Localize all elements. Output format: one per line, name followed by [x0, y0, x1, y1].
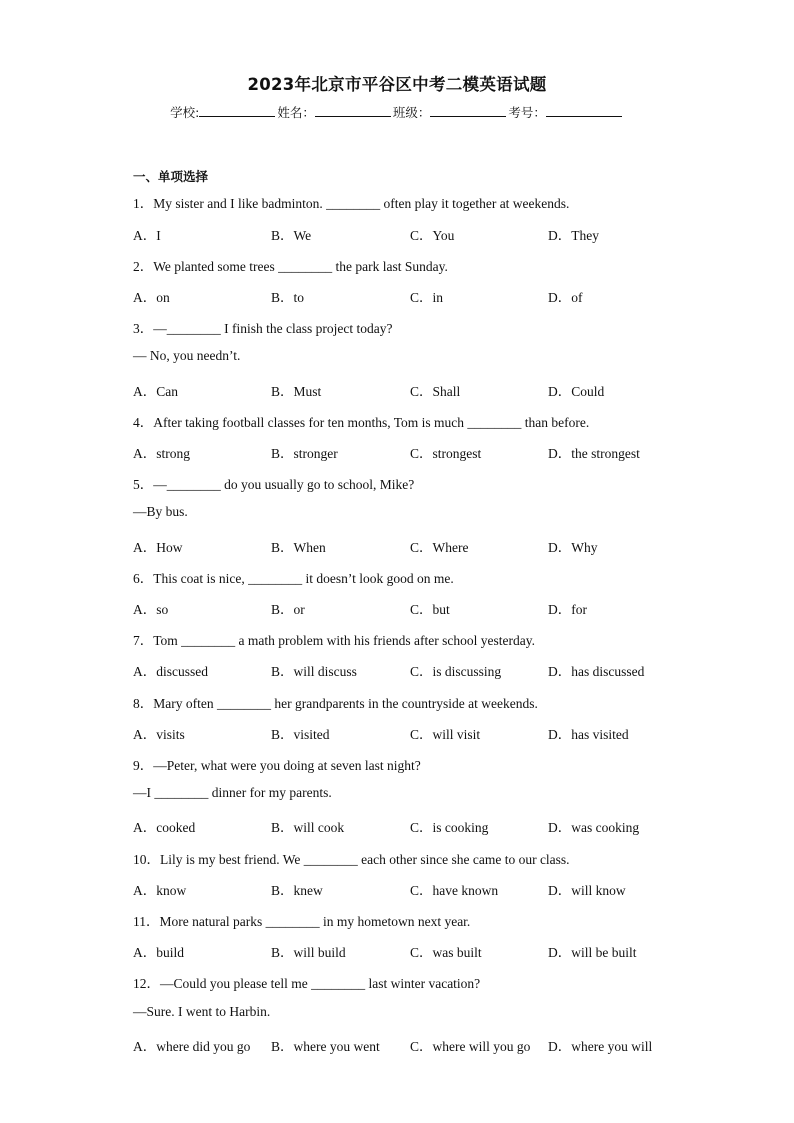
- option-c: C．where will you go: [410, 1039, 531, 1054]
- question-10-stem: 10．Lily is my best friend. We ________ each other since she came to our class.: [133, 852, 570, 867]
- question-1-options: [133, 224, 693, 242]
- option-b: B．Must: [271, 384, 322, 399]
- option-d: D．will be built: [548, 945, 637, 960]
- option-a: A．I: [133, 228, 161, 243]
- option-c: C．Shall: [410, 384, 461, 399]
- option-a: A．strong: [133, 446, 190, 461]
- page-title: 2023年北京市平谷区中考二模英语试题: [247, 75, 547, 94]
- question-7-stem: 7．Tom ________ a math problem with his friends after school yesterday.: [133, 633, 535, 648]
- option-c: C．but: [410, 602, 450, 617]
- name-label: 姓名：: [277, 105, 315, 120]
- option-d: D．They: [548, 228, 599, 243]
- question-3-options: [133, 380, 693, 398]
- question-10-options: [133, 879, 693, 897]
- question-8-options: [133, 723, 693, 741]
- option-c: C．Where: [410, 540, 469, 555]
- option-a: A．cooked: [133, 820, 196, 835]
- question-9-stem: 9．—Peter, what were you doing at seven last night?: [133, 758, 421, 773]
- question-4-stem: 4．After taking football classes for ten months, Tom is much ________ than before.: [133, 415, 590, 430]
- question-3-stem: 3．—________ I finish the class project today?: [133, 321, 393, 336]
- class-blank: [430, 104, 506, 117]
- option-a: A．How: [133, 540, 183, 555]
- question-8-stem: 8．Mary often ________ her grandparents in the countryside at weekends.: [133, 696, 538, 711]
- question-2-stem: 2．We planted some trees ________ the park last Sunday.: [133, 259, 448, 274]
- option-a: A．build: [133, 945, 185, 960]
- option-b: B．We: [271, 228, 312, 243]
- section-heading: 一、单项选择: [133, 169, 209, 184]
- option-a: A．discussed: [133, 664, 208, 679]
- option-c: C．in: [410, 290, 444, 305]
- option-a: A．visits: [133, 727, 185, 742]
- option-a: A．Can: [133, 384, 178, 399]
- option-c: C．was built: [410, 945, 482, 960]
- option-d: D．for: [548, 602, 587, 617]
- option-c: C．is discussing: [410, 664, 502, 679]
- option-c: C．will visit: [410, 727, 481, 742]
- question-1-stem: 1．My sister and I like badminton. ________ often play it together at weekends.: [133, 196, 570, 211]
- question-9-options: [133, 816, 693, 834]
- option-b: B．knew: [271, 883, 323, 898]
- option-d: D．Could: [548, 384, 605, 399]
- option-a: A．so: [133, 602, 169, 617]
- option-b: B．where you went: [271, 1039, 380, 1054]
- school-label: 学校:: [170, 105, 200, 120]
- question-11-options: [133, 941, 693, 959]
- question-4-options: [133, 442, 693, 460]
- option-d: D．has discussed: [548, 664, 645, 679]
- option-a: A．on: [133, 290, 170, 305]
- question-12-dialogue: —Sure. I went to Harbin.: [133, 1004, 271, 1019]
- option-d: D．was cooking: [548, 820, 640, 835]
- question-5-options: [133, 536, 693, 554]
- student-info-line: [0, 103, 794, 121]
- question-9-dialogue: —I ________ dinner for my parents.: [133, 785, 332, 800]
- question-11-stem: 11．More natural parks ________ in my hometown next year.: [133, 914, 471, 929]
- exam-no-blank: [546, 104, 622, 117]
- option-b: B．or: [271, 602, 305, 617]
- option-a: A．know: [133, 883, 187, 898]
- option-d: D．has visited: [548, 727, 629, 742]
- question-12-stem: 12．—Could you please tell me ________ last winter vacation?: [133, 976, 481, 991]
- option-d: D．the strongest: [548, 446, 640, 461]
- option-d: D．where you will: [548, 1039, 653, 1054]
- question-3-dialogue: — No, you needn’t.: [133, 348, 241, 363]
- option-c: C．You: [410, 228, 455, 243]
- exam-no-label: 考号：: [508, 105, 546, 120]
- question-12-options: [133, 1035, 693, 1053]
- question-7-options: [133, 660, 693, 678]
- class-label: 班级：: [392, 105, 431, 120]
- option-d: D．Why: [548, 540, 598, 555]
- option-b: B．will discuss: [271, 664, 357, 679]
- option-c: C．strongest: [410, 446, 482, 461]
- question-5-dialogue: —By bus.: [133, 504, 188, 519]
- option-b: B．will build: [271, 945, 346, 960]
- question-5-stem: 5．—________ do you usually go to school, Mike?: [133, 477, 415, 492]
- question-2-options: [133, 286, 693, 304]
- option-c: C．have known: [410, 883, 499, 898]
- option-b: B．When: [271, 540, 326, 555]
- option-c: C．is cooking: [410, 820, 489, 835]
- option-d: D．of: [548, 290, 583, 305]
- name-blank: [315, 104, 391, 117]
- question-6-stem: 6．This coat is nice, ________ it doesn’t look good on me.: [133, 571, 454, 586]
- option-d: D．will know: [548, 883, 626, 898]
- option-a: A．where did you go: [133, 1039, 251, 1054]
- school-blank: [199, 104, 275, 117]
- option-b: B．stronger: [271, 446, 338, 461]
- option-b: B．will cook: [271, 820, 345, 835]
- question-6-options: [133, 598, 693, 616]
- option-b: B．to: [271, 290, 305, 305]
- option-b: B．visited: [271, 727, 330, 742]
